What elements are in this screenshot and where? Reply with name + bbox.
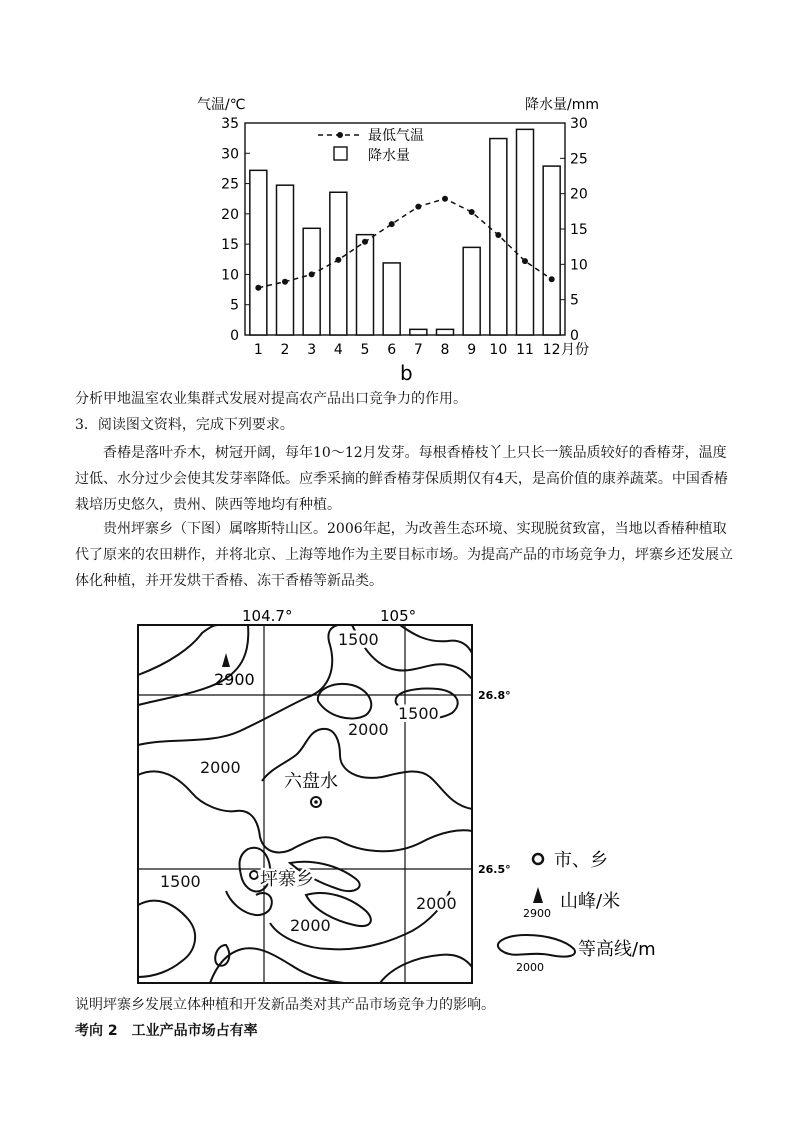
min-temp-point xyxy=(495,232,501,238)
y2-tick-label: 15 xyxy=(570,222,588,238)
x-tick-label: 7 xyxy=(413,342,423,358)
legend-bar-icon xyxy=(334,147,347,160)
contour-label: 2000 xyxy=(348,720,389,739)
longitude-label-105: 105° xyxy=(380,607,417,625)
precip-bar xyxy=(357,235,374,335)
min-temp-point xyxy=(415,204,421,210)
y1-tick-label: 30 xyxy=(221,146,239,163)
precip-bar xyxy=(250,170,267,335)
y2-axis-title: 降水量/mm xyxy=(525,97,599,113)
y1-tick-label: 0 xyxy=(230,328,239,344)
topographic-map xyxy=(130,605,680,985)
y2-tick-label: 0 xyxy=(570,328,579,344)
y1-tick-label: 35 xyxy=(221,116,239,132)
y2-tick-label: 25 xyxy=(570,151,588,168)
y1-axis-title: 气温/℃ xyxy=(197,97,246,113)
y2-tick-label: 20 xyxy=(570,186,588,203)
x-tick-label: 5 xyxy=(360,342,370,358)
contour-label: 1500 xyxy=(338,630,379,649)
legend-peak-value: 2900 xyxy=(523,907,551,920)
x-tick-label: 10 xyxy=(489,342,508,358)
legend-contour-value: 2000 xyxy=(516,961,544,974)
contour-label: 1500 xyxy=(398,704,439,723)
latitude-label-268: 26.8° xyxy=(478,689,511,702)
legend-peak-label: 山峰/米 xyxy=(560,891,621,912)
city-label-liupanshui: 六盘水 xyxy=(284,771,338,792)
legend-peak-icon xyxy=(533,887,543,903)
x-tick-label: 1 xyxy=(253,342,263,358)
min-temp-point xyxy=(309,271,315,277)
contour-label: 2000 xyxy=(200,758,241,777)
x-axis-suffix: 月份 xyxy=(561,342,589,358)
contour-line xyxy=(138,625,218,675)
min-temp-point xyxy=(362,239,368,245)
contour-line xyxy=(318,684,371,719)
peak-elevation: 2900 xyxy=(214,670,255,689)
min-temp-point xyxy=(522,258,528,264)
y2-tick-label: 10 xyxy=(570,257,588,274)
question-3-heading: 3．阅读图文资料，完成下列要求。 xyxy=(75,417,294,433)
y1-tick-label: 5 xyxy=(230,297,239,314)
latitude-label-265: 26.5° xyxy=(478,863,511,876)
legend-contour-label: 等高线/m xyxy=(578,939,656,960)
precip-bar xyxy=(543,166,560,335)
y1-tick-label: 10 xyxy=(221,267,239,284)
contour-label: 2000 xyxy=(416,894,457,913)
legend-city-icon xyxy=(533,854,543,864)
contour-label: 1500 xyxy=(160,872,201,891)
x-tick-label: 3 xyxy=(307,342,317,358)
climate-chart xyxy=(190,85,630,385)
x-tick-label: 12 xyxy=(542,342,561,358)
x-tick-label: 2 xyxy=(280,342,290,358)
y1-tick-label: 20 xyxy=(221,206,239,223)
legend-line-label: 最低气温 xyxy=(368,128,424,144)
y2-tick-label: 30 xyxy=(570,116,588,132)
legend-bar-label: 降水量 xyxy=(368,148,410,164)
min-temp-point xyxy=(442,196,448,202)
question-end: 说明坪寨乡发展立体种植和开发新品类对其产品市场竞争力的影响。 xyxy=(75,997,495,1013)
contour-line xyxy=(138,901,195,977)
x-tick-label: 8 xyxy=(440,342,450,358)
min-temp-point xyxy=(469,209,475,215)
precip-bar xyxy=(303,228,320,335)
x-tick-label: 4 xyxy=(333,342,343,358)
x-tick-label: 6 xyxy=(387,342,397,358)
precip-bar xyxy=(410,329,427,335)
x-tick-label: 9 xyxy=(467,342,477,358)
mountain-peak-icon xyxy=(222,653,230,667)
contour-line xyxy=(226,891,272,915)
paragraph-xiangchun: 香椿是落叶乔木，树冠开阔，每年10～12月发芽。每根香椿枝丫上只长一簇品质较好的香椿芽，温度过低、水分过少会使其发芽率降低。应季采摘的鲜香椿芽保质期仅有4天，是高价值的康养蔬菜。中国香椿栽培历史悠久，贵州、陕西等地均有种植。 xyxy=(75,445,728,513)
min-temp-point xyxy=(335,257,341,263)
min-temp-point xyxy=(389,221,395,227)
town-marker-icon xyxy=(250,871,258,879)
city-marker-dot xyxy=(314,800,318,804)
question-intro: 分析甲地温室农业集群式发展对提高农产品出口竞争力的作用。 xyxy=(75,391,467,407)
precip-bar xyxy=(383,263,400,335)
y1-tick-label: 15 xyxy=(221,237,239,254)
contour-line xyxy=(138,625,248,705)
precip-bar xyxy=(437,329,454,335)
min-temp-point xyxy=(255,285,261,291)
contour-label: 2000 xyxy=(290,916,331,935)
section-title: 考向 2 工业产品市场占有率 xyxy=(75,1023,258,1039)
min-temp-point xyxy=(282,279,288,285)
legend-point-icon xyxy=(337,132,343,138)
contour-line xyxy=(380,955,472,983)
min-temp-point xyxy=(549,276,555,282)
x-tick-label: 11 xyxy=(516,342,534,358)
min-temp-line xyxy=(258,199,551,288)
legend-city-label: 市、乡 xyxy=(554,850,608,871)
contour-line xyxy=(262,729,472,809)
precip-bar xyxy=(277,185,294,335)
y2-tick-label: 5 xyxy=(570,292,579,309)
map-legend xyxy=(498,850,656,974)
precip-bar xyxy=(517,129,534,335)
precip-bar xyxy=(463,247,480,335)
paragraph-pingzhai: 贵州坪寨乡（下图）属喀斯特山区。2006年起，为改善生态环境、实现脱贫致富，当地以香椿种植取代了原来的农田耕作，并将北京、上海等地作为主要目标市场。为提高产品的市场竞争力，坪寨乡还发展立体化种植，并开发烘干香椿、冻干香椿等新品类。 xyxy=(75,521,733,589)
contour-line xyxy=(400,625,472,653)
y1-tick-label: 25 xyxy=(221,176,239,193)
legend-contour-icon xyxy=(498,935,575,957)
town-label-pingzhai: 坪寨乡 xyxy=(260,869,314,890)
longitude-label-1047: 104.7° xyxy=(242,607,293,625)
precip-bar xyxy=(330,192,347,335)
chart-caption: b xyxy=(400,361,413,385)
